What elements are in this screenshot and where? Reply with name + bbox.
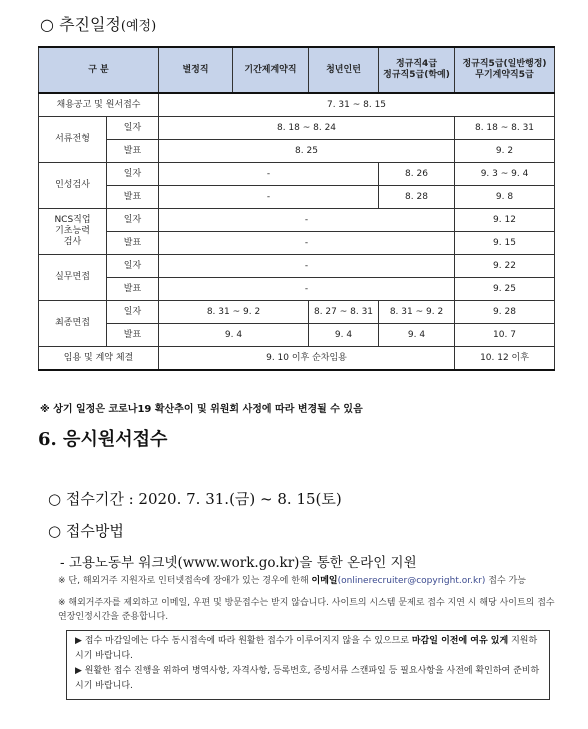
- cell-value: 10. 12 이후: [455, 347, 555, 371]
- overseas-notice: ※ 해외거주자를 제외하고 이메일, 우편 및 방문접수는 받지 않습니다. 사이트의 시스템 문제로 접수 지연 시 해당 사이트의 접수 연장인정시간을 준용합니다.: [58, 598, 555, 622]
- cell-value: 9. 4: [379, 324, 455, 347]
- application-period: [48, 488, 342, 509]
- cell-value: 9. 4: [159, 324, 309, 347]
- row-group: 서류전형: [39, 117, 107, 163]
- row-label: 임용 및 계약 체결: [39, 347, 159, 371]
- row-sub: 일자: [107, 163, 159, 186]
- cell-value: -: [159, 232, 455, 255]
- cell-value: -: [159, 186, 379, 209]
- cell-value: -: [159, 278, 455, 301]
- cell-value: 8. 31 ~ 9. 2: [159, 301, 309, 324]
- notice-box: [66, 630, 550, 700]
- cell-value: 9. 22: [455, 255, 555, 278]
- cell-value: 9. 28: [455, 301, 555, 324]
- cell-value: 9. 15: [455, 232, 555, 255]
- table-row: [39, 186, 555, 209]
- cell-value: 7. 31 ~ 8. 15: [159, 93, 555, 117]
- bullet-circle: ○: [40, 15, 54, 34]
- table-row: [39, 163, 555, 186]
- cell-value: 9. 4: [309, 324, 379, 347]
- cell-value: 9. 2: [455, 140, 555, 163]
- header-category: 구 분: [39, 47, 159, 93]
- email-notice-post: 접수 가능: [485, 576, 526, 586]
- bullet-circle: ○: [48, 490, 62, 508]
- row-sub: 일자: [107, 255, 159, 278]
- cell-value: -: [159, 163, 379, 186]
- cell-value: -: [159, 255, 455, 278]
- schedule-heading-suffix: (예정): [120, 19, 157, 34]
- cell-value: 9. 25: [455, 278, 555, 301]
- table-row: [39, 232, 555, 255]
- cell-value: 8. 27 ~ 8. 31: [309, 301, 379, 324]
- email-address: (onlinerecruiter@copyright.or.kr): [337, 576, 486, 586]
- row-sub: 발표: [107, 140, 159, 163]
- row-sub: 발표: [107, 278, 159, 301]
- table-row: [39, 324, 555, 347]
- application-method: [48, 520, 124, 541]
- table-row: [39, 347, 555, 371]
- row-group: NCS직업 기초능력 검사: [39, 209, 107, 255]
- cell-value: 9. 3 ~ 9. 4: [455, 163, 555, 186]
- notice-line-1-pre: ▶ 접수 마감일에는 다수 동시접속에 따라 원활한 접수가 이루어지지 않을 수 있으므로: [75, 636, 412, 646]
- cell-value: 8. 28: [379, 186, 455, 209]
- row-group: 인성검사: [39, 163, 107, 209]
- table-row: [39, 278, 555, 301]
- email-notice: [58, 574, 526, 588]
- notice-line-2: ▶ 원활한 접수 진행을 위하여 병역사항, 자격사항, 등록번호, 증빙서류 스캔파일 등 필요사항을 사전에 확인하여 준비하시기 바랍니다.: [75, 666, 540, 691]
- schedule-heading-text: 추진일정: [59, 15, 121, 34]
- header-contract: 기간제계약직: [233, 47, 309, 93]
- schedule-table: [38, 46, 555, 371]
- bullet-circle: ○: [48, 522, 62, 540]
- cell-value: 9. 10 이후 순차임용: [159, 347, 455, 371]
- schedule-note: ※ 상기 일정은 코로나19 확산추이 및 위원회 사정에 따라 변경될 수 있음: [40, 404, 363, 415]
- row-label: 채용공고 및 원서접수: [39, 93, 159, 117]
- cell-value: 8. 31 ~ 9. 2: [379, 301, 455, 324]
- cell-value: 8. 26: [379, 163, 455, 186]
- header-regular5: 정규직5급(일반행정) 무기계약직5급: [455, 47, 555, 93]
- application-period-text: 접수기간 : 2020. 7. 31.(금) ~ 8. 15(토): [65, 490, 342, 508]
- table-row: [39, 209, 555, 232]
- cell-value: 8. 18 ~ 8. 31: [455, 117, 555, 140]
- table-row: [39, 117, 555, 140]
- row-sub: 발표: [107, 232, 159, 255]
- notice-line-1: [75, 634, 541, 664]
- header-intern: 청년인턴: [309, 47, 379, 93]
- row-sub: 발표: [107, 186, 159, 209]
- header-special: 별정직: [159, 47, 233, 93]
- row-group: 실무면접: [39, 255, 107, 301]
- cell-value: 8. 18 ~ 8. 24: [159, 117, 455, 140]
- cell-value: 10. 7: [455, 324, 555, 347]
- schedule-heading: [40, 12, 156, 35]
- section-title: 6. 응시원서접수: [38, 429, 168, 450]
- row-sub: 일자: [107, 209, 159, 232]
- email-notice-pre: ※ 단, 해외거주 지원자로 인터넷접속에 장애가 있는 경우에 한해: [58, 576, 312, 586]
- method-detail: - 고용노동부 워크넷(www.work.go.kr)을 통한 온라인 지원: [60, 555, 417, 571]
- row-group: 최종면접: [39, 301, 107, 347]
- table-row: [39, 301, 555, 324]
- email-notice-bold: 이메일: [311, 576, 338, 586]
- table-row: [39, 140, 555, 163]
- application-method-text: 접수방법: [65, 522, 124, 540]
- row-sub: 일자: [107, 117, 159, 140]
- cell-value: 9. 8: [455, 186, 555, 209]
- notice-line-1-post: 지원하시기 바랍니다.: [75, 636, 538, 661]
- notice-line-1-bold: 마감일 이전에 여유 있게: [411, 636, 509, 646]
- row-sub: 일자: [107, 301, 159, 324]
- cell-value: 9. 12: [455, 209, 555, 232]
- header-regular4: 정규직4급 정규직5급(학예): [379, 47, 455, 93]
- table-header-row: [39, 47, 555, 93]
- row-sub: 발표: [107, 324, 159, 347]
- cell-value: -: [159, 209, 455, 232]
- table-row: [39, 93, 555, 117]
- table-row: [39, 255, 555, 278]
- cell-value: 8. 25: [159, 140, 455, 163]
